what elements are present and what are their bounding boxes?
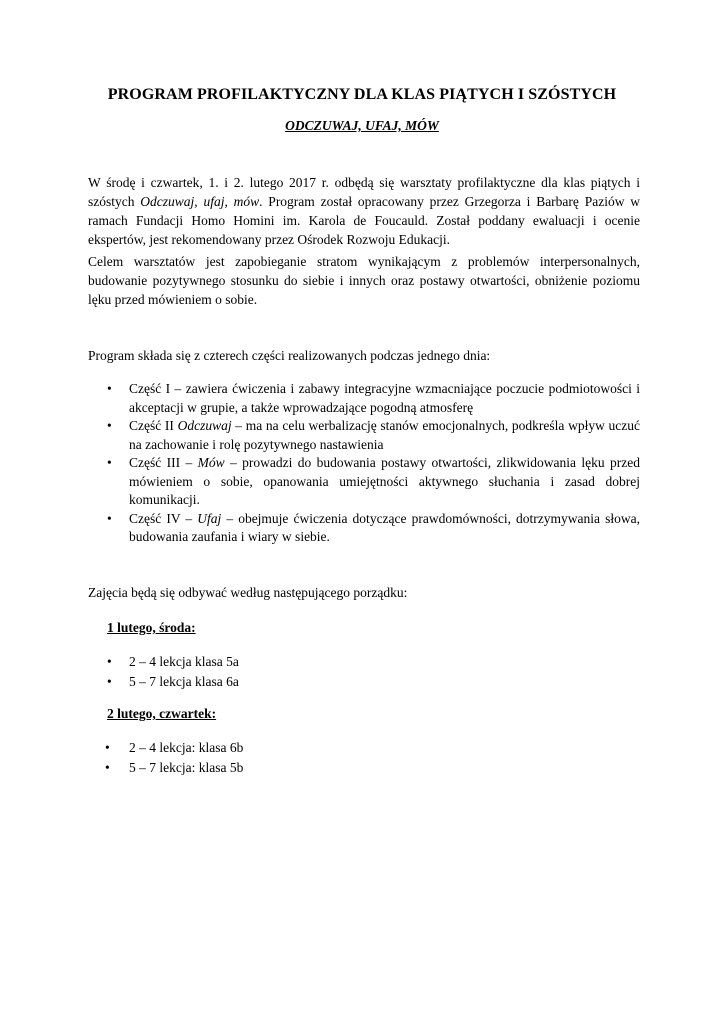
- intro-text-end: . Program został opracowany przez Grzegorza i Barbarę Paziów w ramach Fundacji Homo Homini im. Karola de Foucauld. Został poddany ewaluacji i ocenie ekspertów, jest rekomendowany przez Ośrodek Rozwoju Edukacji.: [88, 194, 640, 247]
- bullet-icon: •: [107, 381, 112, 396]
- bullet-icon: •: [107, 455, 112, 470]
- list-item: [105, 738, 243, 758]
- list-item: [88, 454, 640, 510]
- goal-paragraph: Celem warsztatów jest zapobieganie stratom wynikającym z problemów interpersonalnych, budowanie pozytywnego stosunku do siebie i innych oraz postawy otwartości, obniżenie poziomu lęku przed mówieniem o sobie.: [88, 254, 640, 307]
- part-text-end: – obejmuje ćwiczenia dotyczące prawdomówności, dotrzymywania słowa, budowania zaufania i wiary w siebie.: [129, 510, 640, 544]
- parts-intro: Program składa się z czterech części realizowanych podczas jednego dnia:: [88, 348, 491, 363]
- part-text-start: Część II: [129, 418, 178, 433]
- schedule-list-2: [105, 738, 243, 777]
- list-item: [107, 672, 239, 692]
- part-name: Ufaj: [197, 510, 222, 526]
- bullet-icon: •: [107, 510, 112, 526]
- bullet-icon: •: [105, 740, 110, 755]
- bullet-icon: •: [105, 759, 110, 775]
- list-item: [105, 758, 243, 778]
- schedule-entry: 2 – 4 lekcja: klasa 6b: [129, 740, 244, 755]
- program-name: Odczuwaj, ufaj, mów: [140, 194, 260, 209]
- bullet-icon: •: [107, 654, 112, 669]
- list-item: [88, 417, 640, 454]
- schedule-date-1: 1 lutego, środa:: [107, 620, 196, 635]
- part-text-start: Część III –: [129, 455, 198, 470]
- program-parts-list: [88, 380, 640, 547]
- schedule-list-1: [107, 652, 239, 691]
- intro-text-start: W środę i czwartek, 1. i 2. lutego 2017 r. odbędą się warsztaty profilaktyczne dla klas piątych i szóstych: [88, 175, 640, 209]
- part-name: Odczuwaj: [177, 418, 232, 433]
- document-subtitle: ODCZUWAJ, UFAJ, MÓW: [285, 118, 439, 133]
- schedule-entry: 5 – 7 lekcja: klasa 5b: [129, 759, 244, 775]
- part-text-end: – prowadzi do budowania postawy otwartości, zlikwidowania lęku przed mówieniem o sobie, opanowania umiejętności aktywnego słuchania i zasad dobrej komunikacji.: [129, 455, 640, 507]
- schedule-entry: 5 – 7 lekcja klasa 6a: [129, 673, 239, 689]
- list-item: [107, 652, 239, 672]
- schedule-intro: Zajęcia będą się odbywać według następującego porządku:: [88, 585, 408, 600]
- part-text-start: Część IV –: [129, 510, 198, 526]
- part-name: Mów: [197, 455, 225, 470]
- document-title: PROGRAM PROFILAKTYCZNY DLA KLAS PIĄTYCH I SZÓSTYCH: [107, 86, 617, 103]
- schedule-date-2: 2 lutego, czwartek:: [107, 706, 217, 721]
- bullet-icon: •: [107, 418, 112, 433]
- part-text-end: – ma na celu werbalizację stanów emocjonalnych, podkreśla wpływ uczuć na zachowanie i rolę pozytywnego nastawienia: [129, 418, 640, 452]
- part-text-start: Część I – zawiera ćwiczenia i zabawy integracyjne wzmacniające poczucie podmiotowości i akceptacji w grupie, a także wprowadzające pogodną atmosferę: [129, 381, 640, 415]
- list-item: [88, 380, 640, 417]
- bullet-icon: •: [107, 673, 112, 689]
- intro-paragraph: [88, 173, 640, 249]
- list-item: [88, 510, 640, 547]
- schedule-entry: 2 – 4 lekcja klasa 5a: [129, 654, 239, 669]
